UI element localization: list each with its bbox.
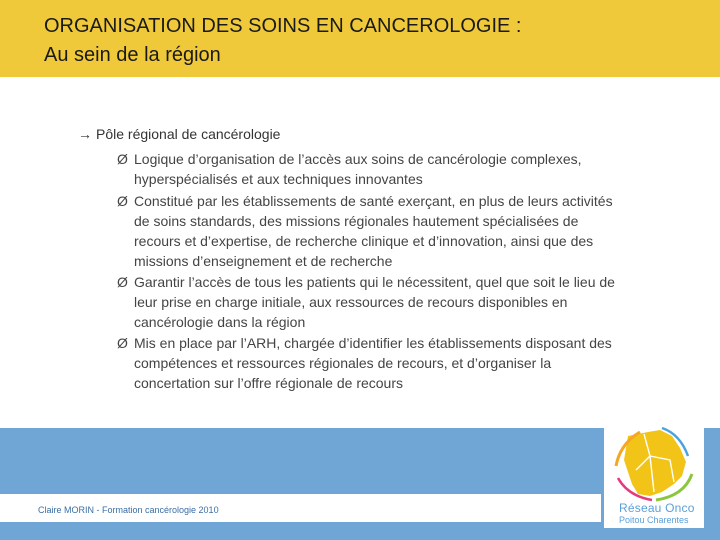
bullet-line: missions d’enseignement et de recherche bbox=[134, 253, 393, 269]
bullet-line: cancérologie dans la région bbox=[134, 314, 306, 330]
bullet-arrow-icon: Ø bbox=[117, 193, 128, 209]
logo-subtitle: Poitou Charentes bbox=[619, 515, 689, 525]
logo-name: Réseau Onco bbox=[619, 501, 695, 515]
bullet-line: compétences et ressources régionales de recours, et d’organiser la bbox=[134, 355, 552, 371]
bullet-line: Garantir l’accès de tous les patients qui le nécessitent, quel que soit le lieu de bbox=[134, 274, 615, 290]
logo bbox=[604, 424, 704, 528]
bullet-line: hyperspécialisés et aux techniques innovantes bbox=[134, 171, 423, 187]
slide-title-line-2: Au sein de la région bbox=[44, 44, 221, 66]
bullet-arrow-icon: Ø bbox=[117, 151, 128, 167]
bullet-line: de soins standards, des missions régionales hautement spécialisées de bbox=[134, 213, 579, 229]
section-heading-label: Pôle régional de cancérologie bbox=[96, 126, 281, 142]
bullet-line: Logique d’organisation de l’accès aux soins de cancérologie complexes, bbox=[134, 151, 582, 167]
bullet-arrow-icon: Ø bbox=[117, 274, 128, 290]
bullet-line: Mis en place par l’ARH, chargée d’identifier les établissements disposant des bbox=[134, 335, 612, 351]
bullet-arrow-icon: Ø bbox=[117, 335, 128, 351]
bullet-line: leur prise en charge initiale, aux ressources de recours disponibles en bbox=[134, 294, 568, 310]
slide-title-line-1: ORGANISATION DES SOINS EN CANCEROLOGIE : bbox=[44, 15, 522, 37]
region-map-logo-icon bbox=[614, 426, 696, 502]
bullet-line: concertation sur l’offre régionale de recours bbox=[134, 375, 404, 391]
bullet-line: Constitué par les établissements de santé exerçant, en plus de leurs activités bbox=[134, 193, 613, 209]
section-heading bbox=[78, 125, 280, 143]
bullet-line: recours et d’expertise, de recherche clinique et d’innovation, ainsi que des bbox=[134, 233, 594, 249]
footer-credit: Claire MORIN - Formation cancérologie 2010 bbox=[38, 505, 219, 515]
right-arrow-icon: → bbox=[78, 126, 92, 142]
